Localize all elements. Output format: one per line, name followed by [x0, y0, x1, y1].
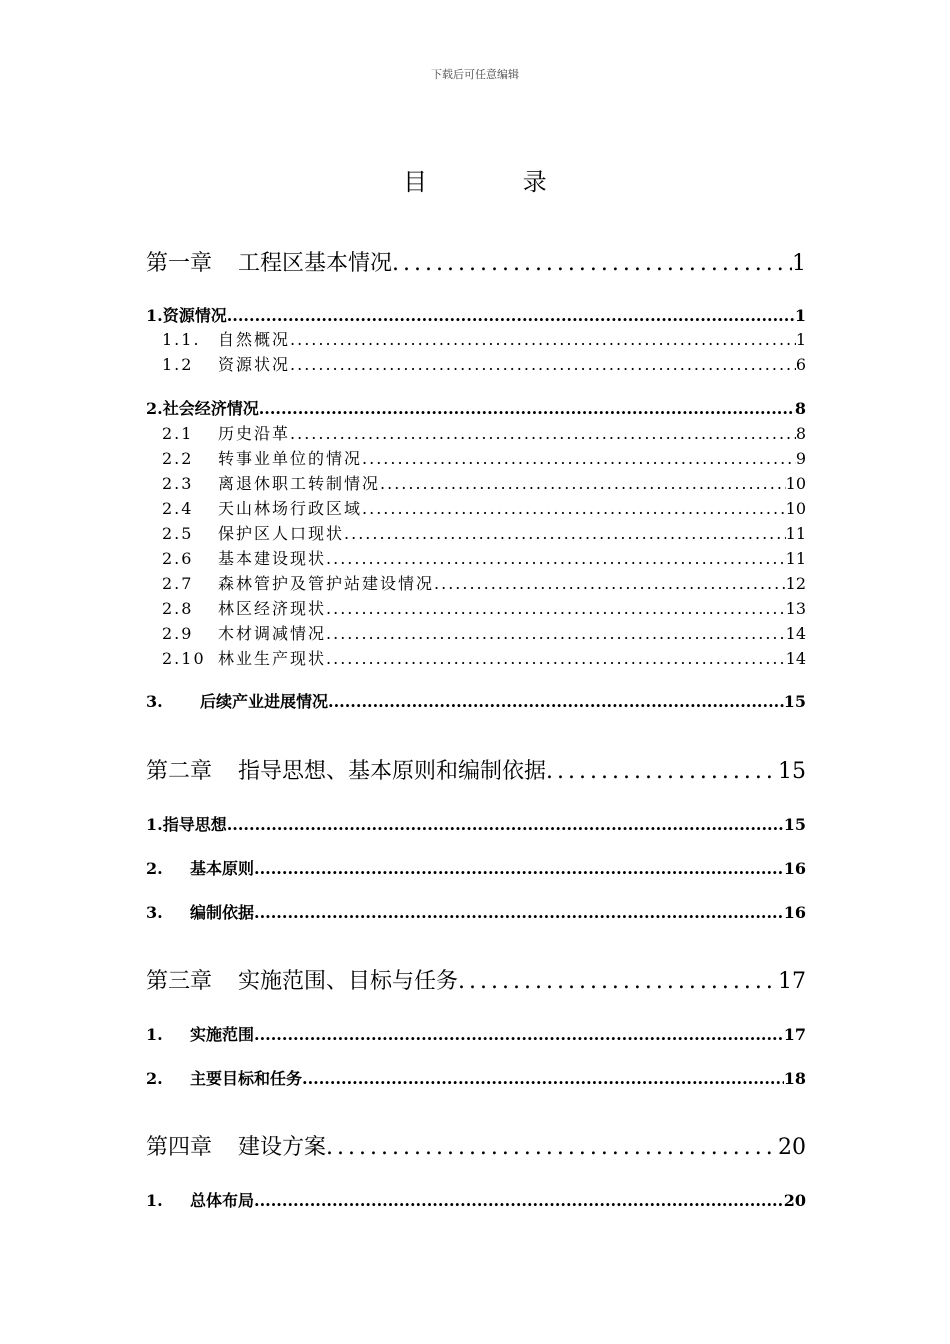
toc-entry-sub[interactable]	[162, 446, 806, 468]
toc-entry-page: 1	[794, 306, 806, 325]
toc-entry-number: 2.10	[162, 649, 206, 668]
toc-entry-page: 18	[783, 1069, 806, 1088]
toc-entry-page: 16	[783, 903, 806, 922]
toc-entry-label	[162, 596, 326, 619]
toc-entry-text: 森林管护及管护站建设情况	[218, 574, 435, 593]
toc-entry-page: 10	[785, 474, 806, 493]
toc-entry-label	[162, 621, 326, 644]
toc-entry-sec[interactable]	[146, 856, 806, 878]
toc-entry-label	[146, 1188, 254, 1211]
toc-entry-label	[162, 646, 326, 669]
toc-leader-dots	[326, 1135, 778, 1160]
toc-entry-text: 后续产业进展情况	[200, 692, 329, 711]
toc-leader-dots	[392, 251, 792, 276]
toc-leader-dots	[328, 692, 784, 711]
toc-entry-text: 林业生产现状	[218, 649, 327, 668]
toc-entry-text: 保护区人口现状	[218, 524, 345, 543]
toc-leader-dots	[362, 499, 786, 518]
toc-entry-page: 16	[783, 859, 806, 878]
toc-entry-ch[interactable]	[146, 246, 806, 276]
toc-entry-sub[interactable]	[162, 621, 806, 643]
toc-leader-dots	[326, 624, 786, 643]
toc-entry-number: 2.5	[162, 524, 194, 543]
toc-leader-dots	[380, 474, 786, 493]
toc-entry-page: 6	[795, 355, 806, 374]
toc-entry-text: 天山林场行政区域	[218, 499, 363, 518]
toc-leader-dots	[290, 424, 796, 443]
toc-entry-page: 15	[783, 692, 806, 711]
toc-entry-sec[interactable]	[146, 812, 806, 834]
toc-entry-label	[146, 812, 227, 835]
toc-entry-number: 3.	[146, 903, 163, 922]
toc-entry-text: 实施范围、目标与任务	[238, 969, 459, 994]
toc-leader-dots	[458, 969, 778, 994]
toc-entry-sub[interactable]	[162, 546, 806, 568]
toc-entry-number: 2.7	[162, 574, 194, 593]
toc-leader-dots	[290, 330, 796, 349]
toc-entry-sub[interactable]	[162, 596, 806, 618]
toc-entry-number: 1.1.	[162, 330, 201, 349]
toc-leader-dots	[302, 1069, 784, 1088]
toc-entry-page: 20	[778, 1135, 806, 1160]
toc-leader-dots	[259, 399, 795, 418]
toc-entry-text: 资源情况	[162, 306, 227, 325]
toc-entry-label	[162, 421, 290, 444]
toc-entry-number: 3.	[146, 692, 163, 711]
toc-entry-page: 17	[783, 1025, 806, 1044]
toc-entry-text: 自然概况	[218, 330, 291, 349]
toc-entry-sub[interactable]	[162, 421, 806, 443]
toc-entry-page: 13	[785, 599, 806, 618]
toc-entry-sec[interactable]	[146, 1066, 806, 1088]
toc-entry-number: 2.2	[162, 449, 194, 468]
toc-entry-page: 8	[794, 399, 806, 418]
toc-entry-number: 第四章	[146, 1135, 213, 1160]
toc-entry-label	[146, 964, 458, 995]
toc-entry-label	[146, 246, 392, 277]
toc-leader-dots	[254, 1191, 784, 1210]
toc-entry-page: 1	[792, 251, 806, 276]
toc-entry-text: 转事业单位的情况	[218, 449, 363, 468]
toc-entry-number: 2.1	[162, 424, 194, 443]
toc-entry-label	[162, 546, 326, 569]
toc-entry-page: 1	[795, 330, 806, 349]
toc-leader-dots	[362, 449, 796, 468]
toc-entry-page: 10	[785, 499, 806, 518]
toc-entry-sec[interactable]	[146, 303, 806, 325]
toc-entry-sub[interactable]	[162, 352, 806, 374]
toc-entry-label	[146, 1066, 302, 1089]
toc-entry-label	[146, 856, 254, 879]
toc-entry-sub[interactable]	[162, 646, 806, 668]
toc-entry-sec[interactable]	[146, 900, 806, 922]
toc-entry-label	[162, 327, 290, 350]
toc-entry-sub[interactable]	[162, 471, 806, 493]
toc-entry-page: 15	[778, 759, 806, 784]
toc-entry-label	[146, 1130, 326, 1161]
toc-entry-text: 编制依据	[190, 903, 255, 922]
toc-entry-page: 14	[785, 649, 806, 668]
toc-entry-label	[162, 571, 434, 594]
toc-entry-ch[interactable]	[146, 754, 806, 784]
toc-entry-text: 社会经济情况	[162, 399, 259, 418]
toc-entry-sec[interactable]	[146, 689, 806, 711]
toc-leader-dots	[290, 355, 796, 374]
toc-entry-label	[162, 446, 362, 469]
toc-leader-dots	[326, 599, 786, 618]
page-header: 下载后可任意编辑	[431, 68, 519, 81]
toc-entry-number: 1.	[146, 1191, 163, 1210]
toc-entry-page: 12	[785, 574, 806, 593]
toc-entry-number: 2.	[146, 399, 163, 418]
toc-leader-dots	[254, 903, 784, 922]
toc-entry-number: 1.2	[162, 355, 194, 374]
toc-entry-number: 第二章	[146, 759, 213, 784]
toc-entry-number: 2.3	[162, 474, 194, 493]
toc-entry-text: 历史沿革	[218, 424, 291, 443]
toc-entry-sub[interactable]	[162, 521, 806, 543]
toc-entry-ch[interactable]	[146, 1130, 806, 1160]
toc-entry-ch[interactable]	[146, 964, 806, 994]
toc-leader-dots	[546, 759, 778, 784]
toc-entry-text: 指导思想	[162, 815, 227, 834]
toc-entry-sec[interactable]	[146, 396, 806, 418]
toc-entry-label	[146, 1022, 254, 1045]
toc-entry-label	[162, 496, 362, 519]
toc-entry-number: 第三章	[146, 969, 213, 994]
toc-entry-number: 1.	[146, 1025, 163, 1044]
toc-entry-sub[interactable]	[162, 571, 806, 593]
toc-entry-number: 1.	[146, 306, 163, 325]
toc-entry-sub[interactable]	[162, 327, 806, 349]
toc-entry-page: 11	[785, 549, 806, 568]
toc-entry-text: 资源状况	[218, 355, 291, 374]
toc-entry-sec[interactable]	[146, 1022, 806, 1044]
toc-entry-page: 14	[785, 624, 806, 643]
toc-leader-dots	[434, 574, 786, 593]
toc-entry-text: 离退休职工转制情况	[218, 474, 381, 493]
toc-entry-label	[162, 352, 290, 375]
toc-leader-dots	[254, 859, 784, 878]
toc-leader-dots	[326, 549, 786, 568]
toc-entry-label	[146, 900, 254, 923]
toc-entry-number: 1.	[146, 815, 163, 834]
toc-leader-dots	[344, 524, 786, 543]
toc-entry-page: 20	[783, 1191, 806, 1210]
toc-entry-text: 工程区基本情况	[238, 251, 393, 276]
toc-entry-text: 总体布局	[190, 1191, 255, 1210]
toc-entry-label	[162, 471, 380, 494]
toc-entry-text: 基本建设现状	[218, 549, 327, 568]
toc-entry-text: 指导思想、基本原则和编制依据	[238, 759, 547, 784]
toc-entry-page: 9	[795, 449, 806, 468]
page-title: 目 录	[403, 168, 591, 196]
toc-entry-label	[146, 689, 328, 712]
toc-entry-page: 17	[778, 969, 806, 994]
toc-entry-number: 2.	[146, 859, 163, 878]
toc-leader-dots	[227, 815, 784, 834]
toc-entry-number: 2.	[146, 1069, 163, 1088]
toc-entry-text: 林区经济现状	[218, 599, 327, 618]
toc-entry-number: 2.9	[162, 624, 194, 643]
toc-entry-label	[162, 521, 344, 544]
toc-entry-text: 基本原则	[190, 859, 255, 878]
toc-entry-number: 2.8	[162, 599, 194, 618]
toc-entry-text: 主要目标和任务	[190, 1069, 303, 1088]
toc-leader-dots	[326, 649, 786, 668]
toc-entry-label	[146, 754, 546, 785]
toc-entry-sec[interactable]	[146, 1188, 806, 1210]
toc-entry-number: 2.4	[162, 499, 194, 518]
toc-entry-label	[146, 396, 259, 419]
toc-entry-label	[146, 303, 227, 326]
toc-entry-text: 实施范围	[190, 1025, 255, 1044]
toc-entry-number: 2.6	[162, 549, 194, 568]
toc-entry-text: 木材调减情况	[218, 624, 327, 643]
toc-entry-sub[interactable]	[162, 496, 806, 518]
toc-leader-dots	[254, 1025, 784, 1044]
toc-leader-dots	[227, 306, 795, 325]
toc-entry-page: 11	[785, 524, 806, 543]
toc-entry-page: 15	[783, 815, 806, 834]
toc-entry-number: 第一章	[146, 251, 213, 276]
toc-entry-page: 8	[795, 424, 806, 443]
toc-entry-text: 建设方案	[238, 1135, 327, 1160]
